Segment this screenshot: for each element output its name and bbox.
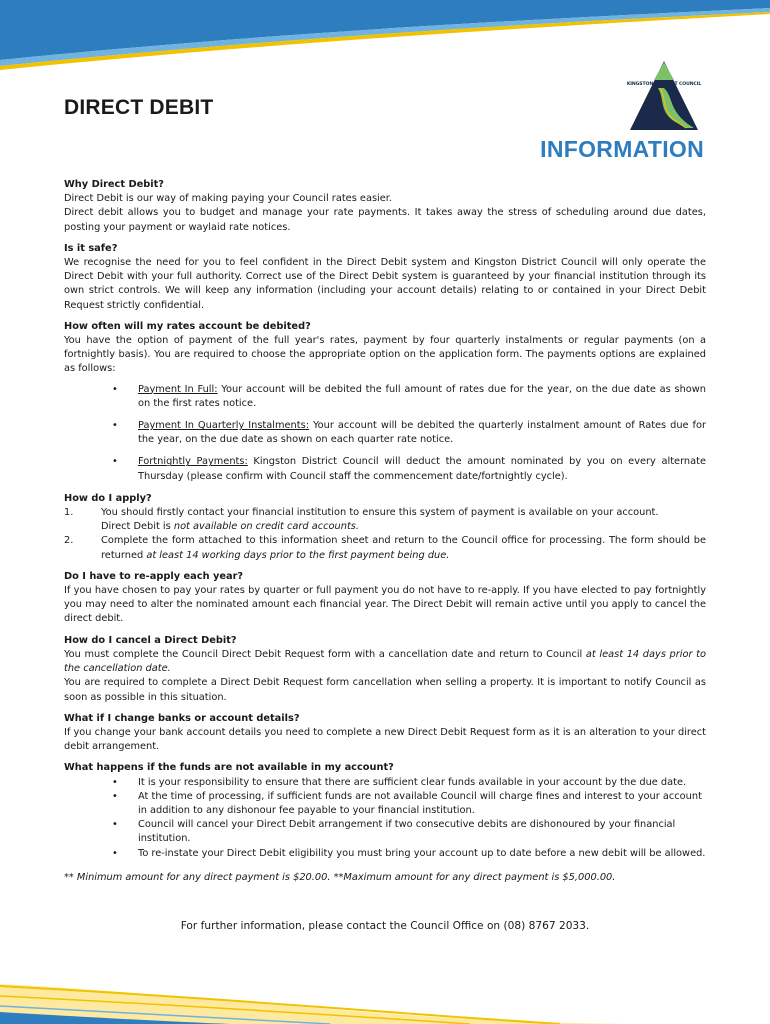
- option-text: Your account will be debited the quarterly instalment amount of Rates due for the year, on the due date as shown on each quarter rate notice.: [138, 420, 707, 446]
- list-item: • At the time of processing, if sufficient funds are not available Council will charge fines and interest to your account in addition to any dishonour fee payable to your financial institution.: [64, 790, 706, 818]
- logo-text: KINGSTON DISTRICT COUNCIL: [626, 82, 702, 87]
- page-title: DIRECT DEBIT: [64, 96, 214, 119]
- list-item: [64, 534, 706, 562]
- option-label: Fortnightly Payments:: [138, 456, 248, 468]
- paragraph: If you have chosen to pay your rates by quarter or full payment you do not have to re-apply. If you have elected to pay fortnightly you may need to alter the nominated amount each financial year. The Direct Debit will remain active until you apply to cancel the direct debit.: [64, 585, 706, 625]
- section-apply: [64, 492, 706, 563]
- paragraph: Direct debit allows you to budget and manage your rate payments. It takes away the stress of scheduling around due dates, posting your payment or waylaid rate notices.: [64, 207, 706, 233]
- section-change-bank: [64, 712, 706, 755]
- paragraph-text: You must complete the Council Direct Debit Request form with a cancellation date and return to Council: [64, 648, 586, 660]
- list-item: • Council will cancel your Direct Debit arrangement if two consecutive debits are dishonoured by your financial institution.: [64, 818, 706, 846]
- step-number: 1.: [64, 507, 74, 519]
- list-item: [64, 419, 706, 447]
- list-item: • To re-instate your Direct Debit eligibility you must bring your account up to date before a new debit will be allowed.: [64, 847, 706, 861]
- section-heading: How do I cancel a Direct Debit?: [64, 634, 237, 646]
- section-heading: Why Direct Debit?: [64, 179, 164, 190]
- step-text: Direct Debit is: [101, 521, 174, 533]
- option-label: Payment In Full:: [138, 383, 218, 395]
- section-why: [64, 178, 706, 235]
- section-heading: What happens if the funds are not available in my account?: [64, 762, 394, 774]
- step-text: Complete the form attached to this information sheet and return to the Council office for processing. The form should be returned: [101, 535, 706, 561]
- section-cancel: [64, 634, 706, 705]
- section-how-often: [64, 320, 706, 484]
- footer-contact: For further information, please contact the Council Office on (08) 8767 2033.: [180, 920, 590, 932]
- funds-list: [64, 776, 706, 861]
- step-emphasis: at least 14 working days prior to the first payment being due.: [146, 549, 450, 561]
- paragraph: Direct Debit is our way of making paying your Council rates easier.: [64, 193, 393, 205]
- paragraph: We recognise the need for you to feel confident in the Direct Debit system and Kingston District Council will only operate the Direct Debit with your full authority. Correct use of the Direct Debit system is guaranteed by your financial institution through its own strict controls. We will keep any information (including your account details) relating to or contained in your Direct Debit Request strictly confidential.: [64, 257, 706, 311]
- document-body: [64, 178, 706, 885]
- list-item: [64, 383, 706, 411]
- list-item: [64, 506, 706, 534]
- list-item: [64, 455, 706, 483]
- section-heading: How often will my rates account be debited?: [64, 320, 311, 332]
- section-heading: What if I change banks or account details?: [64, 712, 300, 724]
- step-emphasis: not available on credit card accounts.: [173, 521, 360, 533]
- step-number: 2.: [64, 535, 74, 547]
- section-funds: [64, 761, 706, 860]
- paragraph: You are required to complete a Direct Debit Request form cancellation when selling a property. It is important to notify Council as soon as possible in this situation.: [64, 677, 706, 703]
- council-logo-icon: [624, 58, 704, 134]
- page-subtitle: INFORMATION: [540, 136, 704, 162]
- payment-options-list: [64, 383, 706, 484]
- option-text: Your account will be debited the full amount of rates due for the year, on the due date as shown on the first rates notice.: [138, 383, 706, 409]
- section-safe: [64, 242, 706, 313]
- paragraph: [64, 648, 706, 676]
- paragraph: You have the option of payment of the full year's rates, payment by four quarterly instalments or regular payments (on a fortnightly basis). You are required to choose the appropriate option on the application form. The payments options are explained as follows:: [64, 335, 706, 375]
- section-heading: How do I apply?: [64, 492, 152, 504]
- option-label: Payment In Quarterly Instalments:: [138, 420, 310, 432]
- list-item: • It is your responsibility to ensure that there are sufficient clear funds available in your account by the due date.: [64, 776, 706, 790]
- paragraph: If you change your bank account details you need to complete a new Direct Debit Request form as it is an alteration to your direct debit arrangement.: [64, 726, 706, 753]
- paragraph-emphasis: at least 14 days prior to the cancellation date.: [64, 648, 706, 675]
- section-heading: Do I have to re-apply each year?: [64, 570, 244, 582]
- step-text: You should firstly contact your financial institution to ensure this system of payment is available on your account.: [101, 507, 659, 519]
- section-heading: Is it safe?: [64, 242, 118, 254]
- section-reapply: [64, 570, 706, 627]
- option-text: Kingston District Council will deduct the amount nominated by you on every alternate Thursday (please confirm with Council staff the commencement date/fortnightly cycle).: [138, 456, 707, 482]
- amount-limits-note: ** Minimum amount for any direct payment is $20.00. **Maximum amount for any direct payment is $5,000.00.: [64, 871, 616, 883]
- footer-wave-decoration: [0, 954, 770, 1024]
- apply-steps-list: [64, 506, 706, 563]
